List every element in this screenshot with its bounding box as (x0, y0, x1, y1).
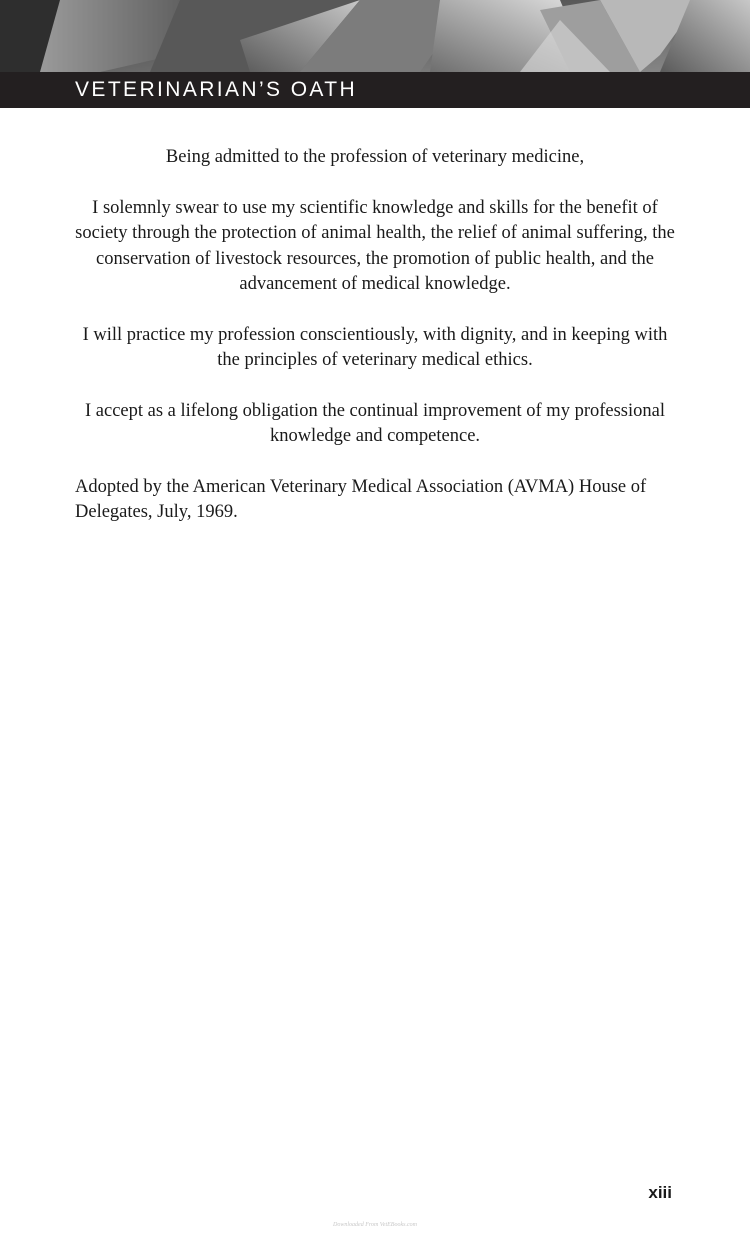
page-title: VETERINARIAN’S OATH (75, 78, 358, 101)
oath-paragraph: Being admitted to the profession of veterinary medicine, (165, 147, 585, 167)
download-note: Downloaded From VetEBooks.com (333, 1222, 417, 1228)
oath-paragraph: I accept as a lifelong obligation the continual improvement of my professional knowledge and competence. (84, 400, 665, 446)
geometric-pattern (0, 0, 750, 72)
oath-paragraph: I solemnly swear to use my scientific knowledge and skills for the benefit of society through the protection of animal health, the relief of animal suffering, the conservation of livestock resources, the promotion of public health, and the advancement of medical knowledge. (75, 197, 675, 294)
title-bar (0, 72, 750, 108)
attribution: Adopted by the American Veterinary Medical Association (AVMA) House of Delegates, July, 1969. (75, 476, 647, 522)
oath-content (75, 145, 675, 551)
page-number: xiii (648, 1183, 672, 1202)
oath-paragraph: I will practice my profession conscientiously, with dignity, and in keeping with the principles of veterinary medical ethics. (82, 324, 668, 370)
header-banner (0, 0, 750, 72)
